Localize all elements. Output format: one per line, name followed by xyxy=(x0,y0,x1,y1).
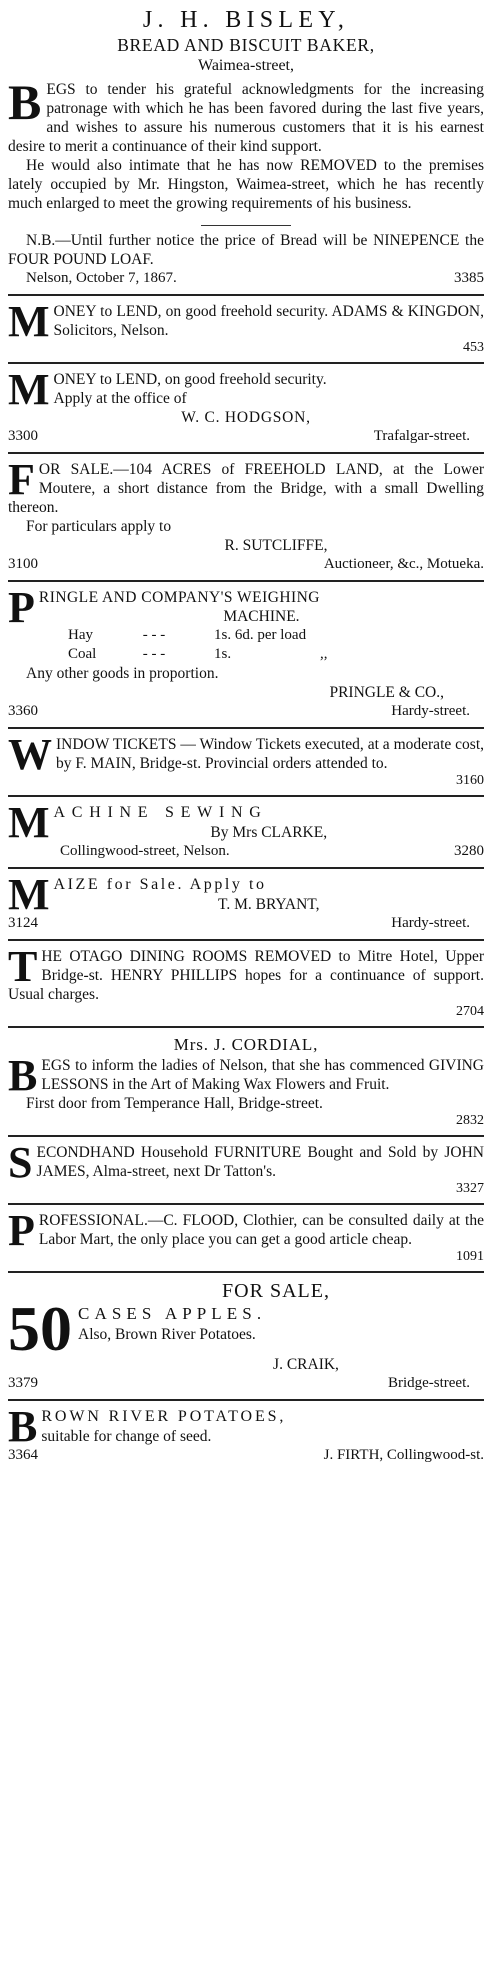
ad-clarke xyxy=(8,798,484,861)
hodgson-line-1: ONEY to LEND, on good freehold security. xyxy=(53,371,327,388)
bisley-name: J. H. BISLEY, xyxy=(142,7,350,33)
ad-craik xyxy=(8,1279,484,1393)
bryant-footer xyxy=(8,914,484,933)
short-rule xyxy=(201,225,291,226)
ad-number: 3379 xyxy=(8,1375,38,1391)
firth-name: J. FIRTH, Collingwood-st. xyxy=(323,1447,484,1463)
bisley-para-1: EGS to tender his grateful acknowledgments for the increasing patronage with which he has been favored during the last five years, and wishes to assure his numerous customers that it is his earnest desire to merit a continuance of their kind support. xyxy=(8,81,484,155)
sutcliffe-title: Auctioneer, &c., Motueka. xyxy=(323,556,484,572)
ad-number: 3100 xyxy=(8,556,38,572)
pringle-other: Any other goods in proportion. xyxy=(26,665,219,682)
clarke-by: By Mrs CLARKE, xyxy=(210,824,328,841)
divider xyxy=(8,939,484,941)
drop-cap: W xyxy=(8,730,52,779)
hodgson-line-2: Apply at the office of xyxy=(53,390,187,407)
bisley-date: Nelson, October 7, 1867. xyxy=(26,270,177,286)
pringle-head-2: MACHINE. xyxy=(223,608,300,625)
craik-street: Bridge-street. xyxy=(387,1375,470,1391)
craik-for-sale: FOR SALE, xyxy=(222,1280,330,1302)
divider xyxy=(8,580,484,582)
craik-name: J. CRAIK, xyxy=(273,1356,339,1373)
divider xyxy=(8,867,484,869)
ad-number: 2832 xyxy=(456,1113,484,1128)
ad-otago xyxy=(8,942,484,1020)
ad-sutcliffe xyxy=(8,455,484,574)
firth-sub: suitable for change of seed. xyxy=(41,1428,212,1445)
cordial-name: Mrs. J. CORDIAL, xyxy=(173,1035,319,1054)
bisley-nb: N.B.—Until further notice the price of Bread will be NINEPENCE the FOUR POUND LOAF. xyxy=(8,232,484,268)
drop-cap: P xyxy=(8,1206,35,1255)
ad-number: 3385 xyxy=(454,270,484,286)
pringle-hay-row xyxy=(8,626,484,645)
bisley-street: Waimea-street, xyxy=(198,57,294,74)
pringle-name: PRINGLE & CO., xyxy=(329,684,444,701)
ad-number: 3124 xyxy=(8,915,38,931)
bryant-head: AIZE for Sale. Apply to xyxy=(53,876,267,893)
clarke-footer xyxy=(8,842,484,861)
ad-flood xyxy=(8,1206,484,1265)
bisley-footer xyxy=(8,269,484,288)
pringle-ditto: ,, xyxy=(320,646,328,662)
firth-head: ROWN RIVER POTATOES, xyxy=(41,1408,287,1425)
bryant-name: T. M. BRYANT, xyxy=(218,896,320,913)
bisley-body xyxy=(8,74,484,213)
sutcliffe-footer xyxy=(8,555,484,574)
drop-cap: S xyxy=(8,1138,33,1187)
divider xyxy=(8,1203,484,1205)
ad-number: 2704 xyxy=(456,1004,484,1019)
craik-also: Also, Brown River Potatoes. xyxy=(78,1326,256,1343)
drop-cap: M xyxy=(8,798,50,847)
ad-bryant xyxy=(8,870,484,933)
divider xyxy=(8,452,484,454)
divider xyxy=(8,1135,484,1137)
drop-cap: M xyxy=(8,297,50,346)
drop-cap: B xyxy=(8,74,42,130)
ad-hodgson xyxy=(8,365,484,446)
pringle-coal-label: Coal xyxy=(68,646,97,662)
pringle-street: Hardy-street. xyxy=(391,703,470,719)
ad-firth xyxy=(8,1402,484,1465)
divider xyxy=(8,1271,484,1273)
ad-adams xyxy=(8,297,484,356)
craik-cases: CASES APPLES. xyxy=(78,1304,267,1323)
ad-pringle xyxy=(8,583,484,721)
pringle-head-1: RINGLE AND COMPANY'S WEIGHING xyxy=(38,589,320,606)
drop-cap: B xyxy=(8,1051,38,1100)
hodgson-name: W. C. HODGSON, xyxy=(181,409,311,426)
divider xyxy=(8,362,484,364)
sutcliffe-name: R. SUTCLIFFE, xyxy=(224,537,328,554)
ad-number: 3360 xyxy=(8,703,38,719)
ad-number: 453 xyxy=(463,340,484,355)
ad-number: 1091 xyxy=(456,1249,484,1264)
drop-cap: T xyxy=(8,942,38,991)
clarke-head: ACHINE SEWING xyxy=(53,804,268,821)
pringle-hay-label: Hay xyxy=(68,627,93,643)
ad-number: 3327 xyxy=(456,1181,484,1196)
ad-main xyxy=(8,730,484,789)
bisley-trade: BREAD AND BISCUIT BAKER, xyxy=(117,35,375,55)
clarke-street: Collingwood-street, Nelson. xyxy=(60,843,230,859)
main-text: INDOW TICKETS — Window Tickets executed, at a moderate cost, by F. MAIN, Bridge-st. Provincial orders attended to. xyxy=(56,736,484,772)
divider xyxy=(8,1026,484,1028)
cordial-location: First door from Temperance Hall, Bridge-street. xyxy=(26,1095,323,1112)
divider xyxy=(8,795,484,797)
drop-cap: M xyxy=(8,870,50,919)
drop-cap: P xyxy=(8,583,35,632)
ad-number: 3280 xyxy=(454,843,484,859)
ad-bisley xyxy=(8,0,484,288)
pringle-hay-price: 1s. 6d. per load xyxy=(214,627,307,643)
divider xyxy=(8,727,484,729)
bisley-para-2: He would also intimate that he has now REMOVED to the premises lately occupied by Mr. Hingston, Waimea-street, which he has recently much enlarged to meet the growing requirements of his business. xyxy=(8,157,484,212)
adams-text: ONEY to LEND, on good freehold security. ADAMS & KINGDON, Solicitors, Nelson. xyxy=(53,303,484,339)
divider xyxy=(8,294,484,296)
otago-text: HE OTAGO DINING ROOMS REMOVED to Mitre Hotel, Upper Bridge-st. HENRY PHILLIPS hopes for a continuance of support. Usual charges. xyxy=(8,948,484,1003)
ad-number: 3300 xyxy=(8,428,38,444)
ad-cordial xyxy=(8,1034,484,1129)
bryant-street: Hardy-street. xyxy=(391,915,470,931)
hodgson-street: Trafalgar-street. xyxy=(373,428,470,444)
drop-cap: M xyxy=(8,365,50,414)
flood-text: ROFESSIONAL.—C. FLOOD, Clothier, can be consulted daily at the Labor Mart, the only place you can get a good article cheap. xyxy=(38,1212,484,1248)
drop-cap: B xyxy=(8,1402,38,1451)
pringle-dashes: - - - xyxy=(142,646,166,662)
drop-cap: F xyxy=(8,455,35,504)
ad-james xyxy=(8,1138,484,1197)
cordial-text: EGS to inform the ladies of Nelson, that she has commenced GIVING LESSONS in the Art of Making Wax Flowers and Fruit. xyxy=(41,1057,484,1093)
pringle-coal-price: 1s. xyxy=(214,646,232,662)
craik-footer xyxy=(8,1374,484,1393)
ad-number: 3364 xyxy=(8,1447,38,1463)
james-text: ECONDHAND Household FURNITURE Bought and Sold by JOHN JAMES, Alma-street, next Dr Tatton's. xyxy=(36,1144,484,1180)
pringle-coal-row xyxy=(8,645,484,664)
sutcliffe-apply: For particulars apply to xyxy=(26,518,172,535)
firth-footer xyxy=(8,1446,484,1465)
pringle-footer xyxy=(8,702,484,721)
hodgson-footer xyxy=(8,427,484,446)
pringle-dashes: - - - xyxy=(142,627,166,643)
sutcliffe-text: OR SALE.—104 ACRES of FREEHOLD LAND, at the Lower Moutere, a short distance from the Bridge, with a small Dwelling thereon. xyxy=(8,461,484,516)
ad-number: 3160 xyxy=(456,773,484,788)
divider xyxy=(8,1399,484,1401)
craik-quantity: 50 xyxy=(8,1293,72,1364)
